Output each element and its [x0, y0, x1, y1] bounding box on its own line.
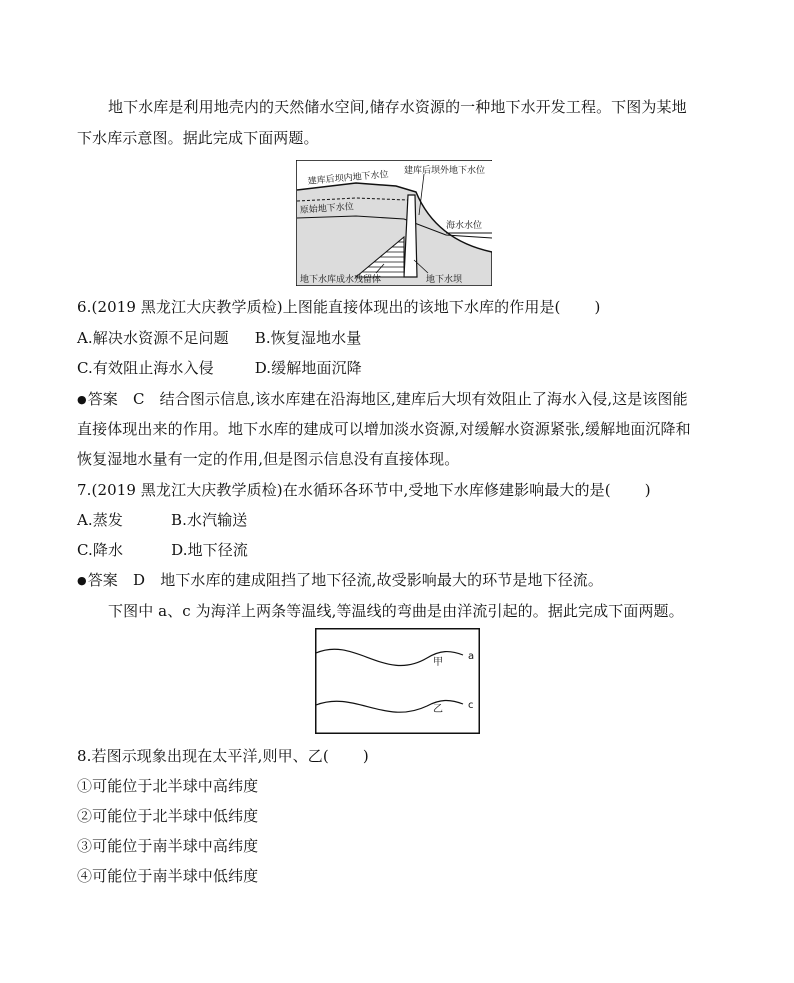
q7-option-d: D.地下径流: [171, 541, 248, 559]
label-sea-level: 海水水位: [446, 221, 483, 231]
q8-item-1: ①可能位于北半球中高纬度: [77, 777, 259, 795]
q6-option-b: B.恢复湿地水量: [254, 329, 362, 347]
a6-line-1: [77, 389, 688, 410]
a6-text-1: 答案 C 结合图示信息,该水库建在沿海地区,建库后大坝有效阻止了海水入侵,这是该图能: [87, 390, 688, 408]
q7-stem-text: 7.(2019 黑龙江大庆教学质检)在水循环各环节中,受地下水库修建影响最大的是(: [77, 481, 611, 499]
label-original-water-level: 原始地下水位: [299, 202, 355, 216]
q6-option-d: D.缓解地面沉降: [254, 359, 362, 377]
label-c: c: [468, 700, 474, 711]
intro2-line-1: 下图中 a、c 为海洋上两条等温线,等温线的弯曲是由洋流引起的。据此完成下面两题。: [108, 602, 684, 620]
q8-stem: [77, 746, 369, 766]
q8-item-2: ②可能位于北半球中低纬度: [77, 807, 259, 825]
q7-stem: [77, 480, 651, 500]
q6-options-row-1: [77, 328, 361, 348]
isotherm-diagram: [315, 628, 480, 734]
label-dam: 地下水坝: [426, 275, 463, 285]
q7-option-a: A.蒸发: [77, 511, 124, 529]
a6-line-3: 恢复湿地水量有一定的作用,但是图示信息没有直接体现。: [77, 450, 460, 468]
label-yi: 乙: [433, 704, 443, 715]
label-residual: 地下水库成水残留体: [300, 275, 382, 285]
q7-options-row-1: [77, 510, 247, 530]
label-inner-water-level: 建库后坝内地下水位: [307, 169, 389, 187]
q7-options-row-2: [77, 540, 248, 560]
label-a: a: [468, 651, 475, 662]
a7-line-1: [77, 570, 603, 591]
intro-line-2: 下水库示意图。据此完成下面两题。: [77, 129, 319, 147]
q6-stem-text: 6.(2019 黑龙江大庆教学质检)上图能直接体现出的该地下水库的作用是(: [77, 298, 561, 316]
q6-options-row-2: [77, 358, 362, 378]
q8-item-4: ④可能位于南半球中低纬度: [77, 867, 259, 885]
q6-option-a: A.解决水资源不足问题: [77, 329, 229, 347]
q8-stem-close: ): [362, 747, 369, 765]
a6-line-2: 直接体现出来的作用。地下水库的建成可以增加淡水资源,对缓解水资源紧张,缓解地面沉降和: [77, 420, 691, 438]
q6-stem: [77, 297, 600, 317]
q7-option-b: B.水汽输送: [171, 511, 248, 529]
q7-option-c: C.降水: [77, 541, 124, 559]
q8-stem-text: 8.若图示现象出现在太平洋,则甲、乙(: [77, 747, 329, 765]
a7-text-1: 答案 D 地下水库的建成阻挡了地下径流,故受影响最大的环节是地下径流。: [87, 571, 604, 589]
label-outer-water-level: 建库后坝外地下水位: [404, 166, 486, 176]
q6-stem-close: ): [594, 298, 601, 316]
label-jia: 甲: [433, 657, 443, 668]
answer-bullet-icon: ●: [77, 393, 87, 406]
intro-line-1: 地下水库是利用地壳内的天然储水空间,储存水资源的一种地下水开发工程。下图为某地: [108, 98, 687, 116]
q7-stem-close: ): [644, 481, 651, 499]
answer-bullet-icon: ●: [77, 574, 87, 587]
reservoir-diagram: [296, 160, 492, 286]
q6-option-c: C.有效阻止海水入侵: [77, 359, 214, 377]
q8-item-3: ③可能位于南半球中高纬度: [77, 837, 259, 855]
